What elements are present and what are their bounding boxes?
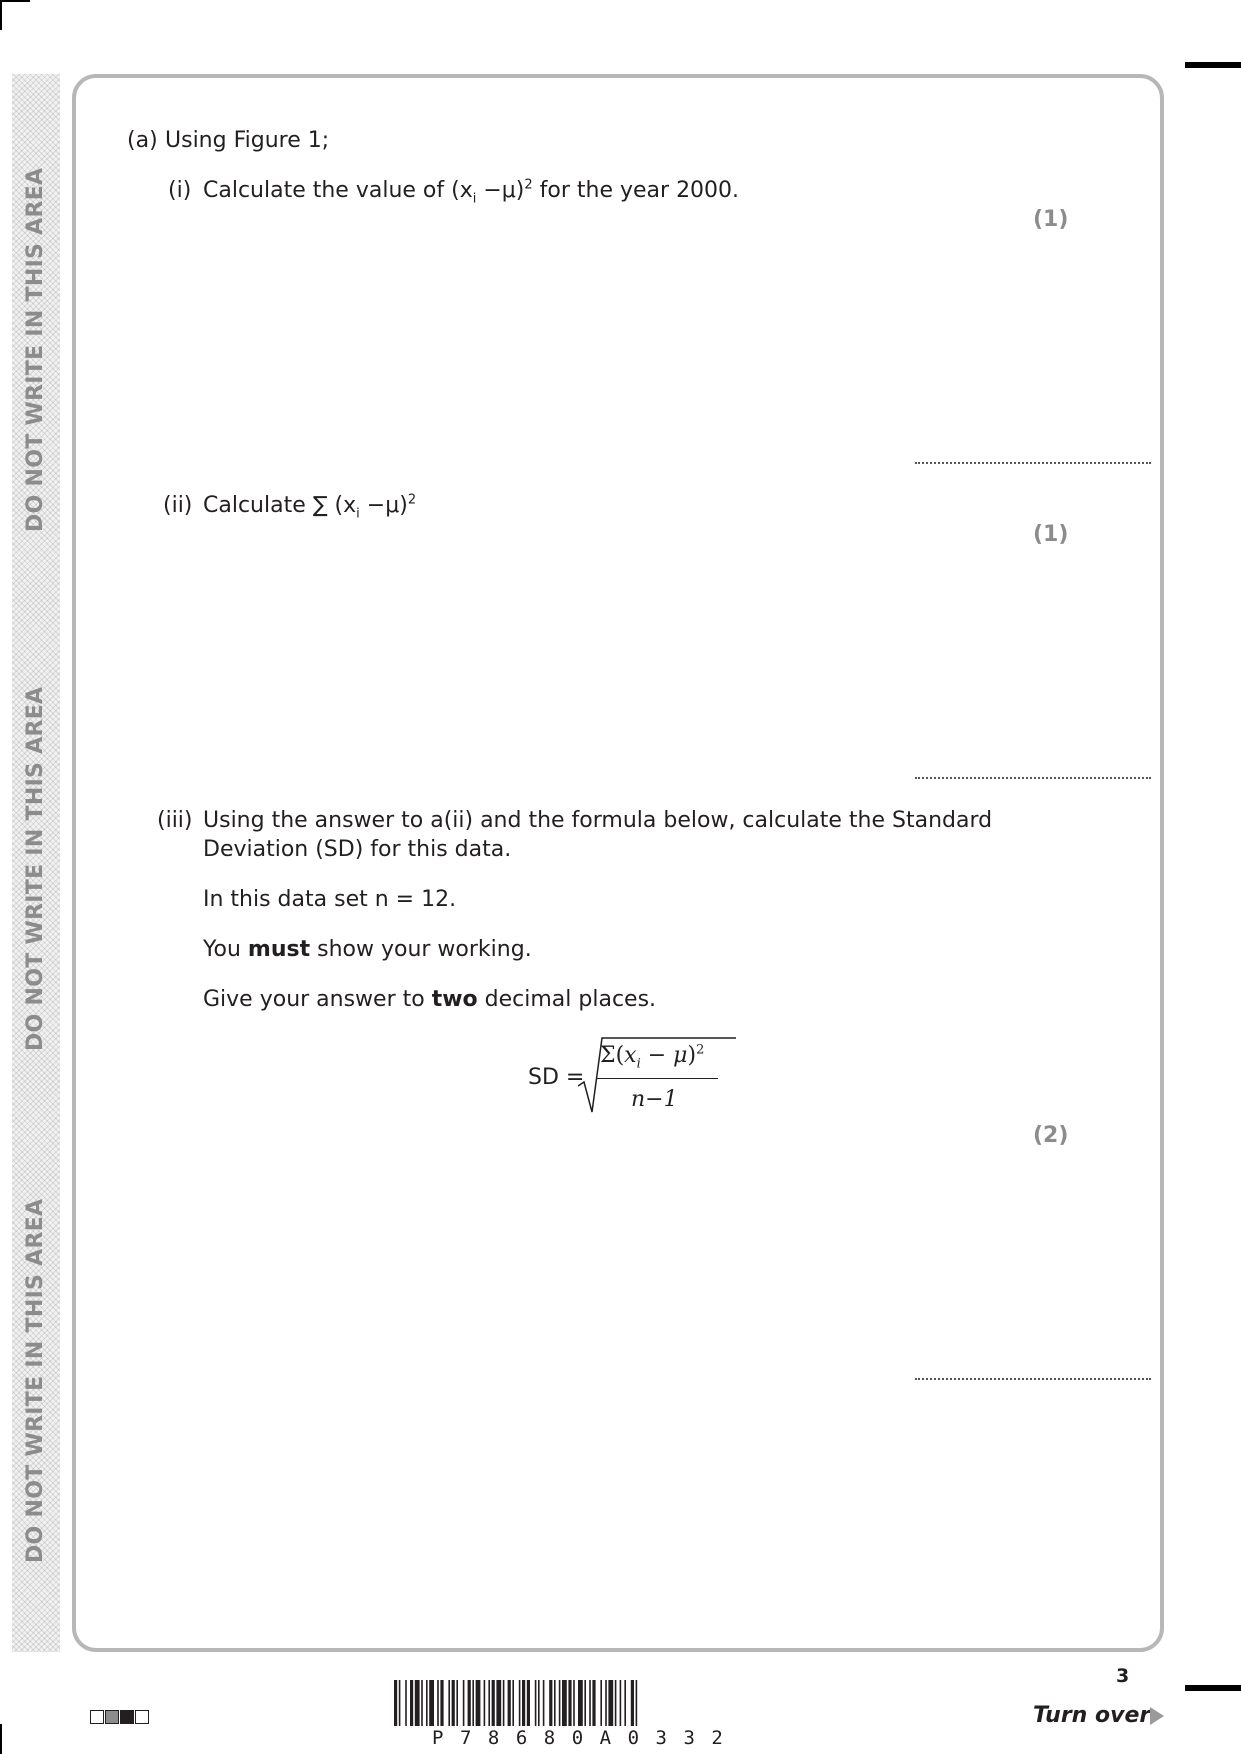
part-iii-label: (iii) — [157, 808, 193, 833]
dataset-note: In this data set n = 12. — [203, 887, 457, 912]
barcode-bar — [508, 1680, 511, 1726]
barcode-bar — [559, 1680, 561, 1726]
barcode-bar — [410, 1680, 413, 1726]
part-iii-line1: Using the answer to a(ii) and the formula below, calculate the Standard — [203, 808, 993, 833]
barcode-bar — [538, 1680, 540, 1726]
reg-box — [90, 1710, 104, 1724]
reg-box — [105, 1710, 119, 1724]
barcode-bar — [472, 1680, 474, 1726]
reg-box — [135, 1710, 149, 1724]
barcode-bar — [492, 1680, 495, 1726]
barcode-bar — [399, 1680, 401, 1726]
part-a-label: (a) — [127, 128, 158, 153]
crop-mark — [0, 1724, 2, 1754]
barcode-bar — [468, 1680, 471, 1726]
barcode-bar — [535, 1680, 537, 1726]
turn-over-label: Turn over — [1033, 1703, 1151, 1728]
barcode-bar — [573, 1680, 575, 1726]
barcode-bar — [600, 1680, 602, 1726]
turn-over-arrow-icon — [1150, 1707, 1164, 1725]
barcode-bar — [615, 1680, 617, 1726]
barcode-digits: P78680A0332 — [432, 1727, 740, 1749]
formula-lhs: SD = — [528, 1065, 585, 1090]
sd-formula — [528, 1030, 728, 1120]
barcode-bar — [440, 1680, 443, 1726]
decimal-instruction: Give your answer to two decimal places. — [203, 987, 657, 1012]
crop-mark — [0, 0, 2, 30]
barcode-bar — [554, 1680, 556, 1726]
barcode-bar — [488, 1680, 490, 1726]
marks-badge: (2) — [1033, 1123, 1069, 1148]
answer-line[interactable] — [915, 462, 1151, 464]
marks-badge: (1) — [1033, 207, 1069, 232]
barcode-bar — [429, 1680, 434, 1726]
barcode-bar — [527, 1680, 530, 1726]
do-not-write-label: DO NOT WRITE IN THIS AREA — [23, 167, 48, 532]
do-not-write-label: DO NOT WRITE IN THIS AREA — [23, 1198, 48, 1563]
crop-mark — [1185, 62, 1241, 68]
part-ii-text: Calculate ∑ $(x_i -\mu)^2$ — [203, 492, 417, 522]
reg-box — [120, 1710, 134, 1724]
working-instruction: You must show your working. — [203, 937, 532, 962]
barcode-bar — [437, 1680, 439, 1726]
answer-line[interactable] — [915, 1378, 1151, 1380]
barcode-bar — [496, 1680, 501, 1726]
barcode-bar — [426, 1680, 428, 1726]
barcode-bar — [589, 1680, 591, 1726]
barcode-bar — [620, 1680, 622, 1726]
barcode-bar — [549, 1680, 552, 1726]
barcode-bar — [476, 1680, 481, 1726]
barcode-bar — [522, 1680, 525, 1726]
registration-boxes — [90, 1706, 150, 1725]
barcode-bar — [624, 1680, 626, 1726]
marks-badge: (1) — [1033, 522, 1069, 547]
barcode-bar — [405, 1680, 407, 1726]
do-not-write-label: DO NOT WRITE IN THIS AREA — [23, 686, 48, 1051]
barcode-bar — [415, 1680, 420, 1726]
barcode-bar — [484, 1680, 486, 1726]
barcode-bar — [578, 1680, 583, 1726]
barcode-bar — [605, 1680, 607, 1726]
barcode-bar — [448, 1680, 450, 1726]
barcode-bar — [631, 1680, 634, 1726]
barcode-bar — [519, 1680, 521, 1726]
part-ii-label: (ii) — [163, 493, 193, 518]
barcode-bar — [608, 1680, 613, 1726]
barcode-bar — [503, 1680, 505, 1726]
barcode-bar — [584, 1680, 586, 1726]
barcode-bar — [394, 1680, 397, 1726]
barcode-bar — [562, 1680, 567, 1726]
fraction-bar — [596, 1078, 718, 1079]
barcode-bar — [512, 1680, 514, 1726]
part-a-text: Using Figure 1; — [165, 128, 330, 153]
barcode-bar — [592, 1680, 595, 1726]
crop-mark — [1185, 1685, 1241, 1691]
barcode — [394, 1680, 844, 1726]
barcode-bar — [636, 1680, 638, 1726]
formula-numerator: $\Sigma(x_i - \mu)^2$ — [600, 1042, 705, 1072]
answer-line[interactable] — [915, 777, 1151, 779]
barcode-bar — [543, 1680, 545, 1726]
barcode-bar — [456, 1680, 458, 1726]
part-i-text: Calculate the value of $(x_i -\mu)^2$ for the year 2000. — [203, 177, 740, 207]
formula-denominator: n−1 — [631, 1087, 678, 1112]
part-iii-line2: Deviation (SD) for this data. — [203, 837, 512, 862]
crop-mark — [0, 0, 30, 2]
barcode-bar — [568, 1680, 571, 1726]
barcode-bar — [463, 1680, 465, 1726]
page-number: 3 — [1116, 1665, 1130, 1687]
barcode-bar — [421, 1680, 423, 1726]
part-i-label: (i) — [168, 178, 192, 203]
barcode-bar — [452, 1680, 455, 1726]
